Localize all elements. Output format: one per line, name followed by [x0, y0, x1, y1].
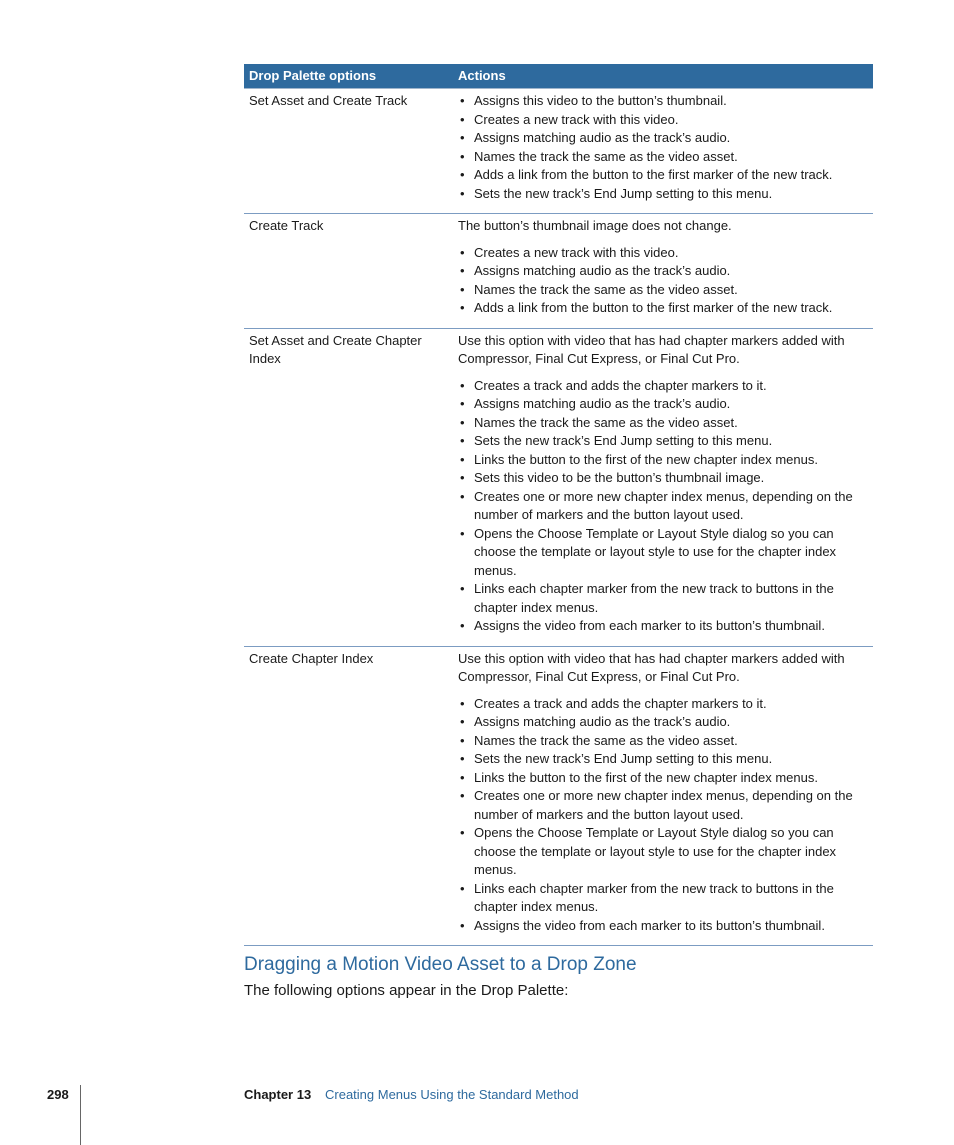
action-item: • Links the button to the first of the new chapter index menus.: [458, 451, 865, 470]
actions-intro: Use this option with video that has had chapter markers added with Compressor, Final Cut Express, or Final Cut Pro.: [458, 332, 845, 366]
option-name: Create Chapter Index: [249, 650, 374, 666]
option-actions: [453, 650, 873, 936]
action-item: • Names the track the same as the video asset.: [458, 732, 865, 751]
action-item: • Assigns the video from each marker to its button’s thumbnail.: [458, 917, 865, 936]
action-item: • Opens the Choose Template or Layout Style dialog so you can choose the template or layout style to use for the chapter index menus.: [458, 824, 865, 880]
table-row: [244, 214, 873, 329]
option-name: Set Asset and Create Track: [249, 93, 408, 108]
section-heading: Dragging a Motion Video Asset to a Drop Zone: [244, 954, 637, 975]
action-item: • Links each chapter marker from the new track to buttons in the chapter index menus.: [458, 880, 865, 917]
action-item: • Creates one or more new chapter index menus, depending on the number of markers and the button layout used.: [458, 488, 865, 525]
option-actions: [453, 332, 873, 636]
option-name: Set Asset and Create Chapter Index: [249, 332, 422, 366]
action-item: • Adds a link from the button to the first marker of the new track.: [458, 299, 865, 318]
action-item: • Names the track the same as the video asset.: [458, 281, 865, 300]
actions-list: [458, 695, 865, 936]
action-item: • Assigns the video from each marker to its button’s thumbnail.: [458, 617, 865, 636]
action-item: • Creates a new track with this video.: [458, 244, 865, 263]
table-header: [244, 64, 873, 89]
drop-palette-options-table: [244, 64, 873, 946]
action-item: • Creates one or more new chapter index menus, depending on the number of markers and the button layout used.: [458, 787, 865, 824]
action-item: • Assigns matching audio as the track’s audio.: [458, 129, 865, 148]
actions-intro: Use this option with video that has had chapter markers added with Compressor, Final Cut Express, or Final Cut Pro.: [458, 650, 845, 684]
page-number: 298: [47, 1087, 69, 1102]
footer-chapter-title: Creating Menus Using the Standard Method: [325, 1087, 579, 1102]
footer-chapter-label: Chapter 13: [244, 1087, 312, 1102]
action-item: • Names the track the same as the video asset.: [458, 414, 865, 433]
table-body: [244, 89, 873, 946]
action-item: • Adds a link from the button to the first marker of the new track.: [458, 166, 865, 185]
action-item: • Assigns matching audio as the track’s audio.: [458, 262, 865, 281]
option-actions: [453, 92, 873, 203]
actions-intro: The button’s thumbnail image does not change.: [458, 218, 732, 233]
action-item: • Assigns matching audio as the track’s audio.: [458, 395, 865, 414]
actions-list: [458, 244, 865, 318]
action-item: • Names the track the same as the video asset.: [458, 148, 865, 167]
table-row: [244, 329, 873, 647]
action-item: • Creates a track and adds the chapter markers to it.: [458, 695, 865, 714]
action-item: • Creates a track and adds the chapter markers to it.: [458, 377, 865, 396]
action-item: • Links the button to the first of the new chapter index menus.: [458, 769, 865, 788]
section-intro: The following options appear in the Drop Palette:: [244, 982, 569, 999]
footer-divider: [80, 1085, 81, 1145]
action-item: • Creates a new track with this video.: [458, 111, 865, 130]
action-item: • Links each chapter marker from the new track to buttons in the chapter index menus.: [458, 580, 865, 617]
actions-list: [458, 377, 865, 636]
action-item: • Sets the new track’s End Jump setting to this menu.: [458, 185, 865, 204]
table-row: [244, 647, 873, 947]
actions-list: [458, 92, 865, 203]
action-item: • Sets this video to be the button’s thumbnail image.: [458, 469, 865, 488]
header-drop-palette-options: Drop Palette options: [249, 68, 377, 83]
action-item: • Sets the new track’s End Jump setting to this menu.: [458, 750, 865, 769]
option-name: Create Track: [249, 218, 324, 233]
table-row: [244, 89, 873, 214]
header-actions: Actions: [458, 68, 506, 83]
action-item: • Sets the new track’s End Jump setting to this menu.: [458, 432, 865, 451]
action-item: • Opens the Choose Template or Layout Style dialog so you can choose the template or layout style to use for the chapter index menus.: [458, 525, 865, 581]
action-item: • Assigns matching audio as the track’s audio.: [458, 713, 865, 732]
option-actions: [453, 217, 873, 318]
action-item: • Assigns this video to the button’s thumbnail.: [458, 92, 865, 111]
